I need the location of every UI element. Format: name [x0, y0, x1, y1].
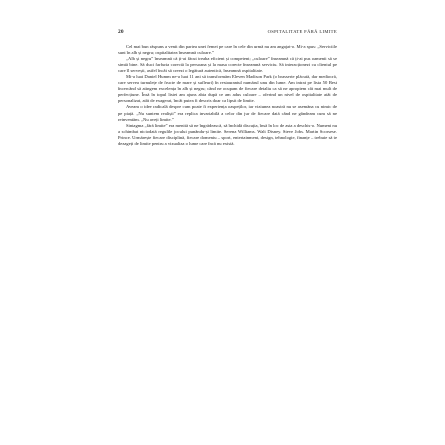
paragraph: Mi-a luat Daniel Humm ne-a luat 11 ani să transformăm Eleven Madison Park (o brasserie plăcută, dar mediocră, care servea turnulețe de fructe de mare și sufleuri) în restaurantul numărul unu din lume. Am intrat pe lista 50 Best încercând să atingem excelența în alb și negru; când ne ocupam de fiecare detaliu ca să ne apropiem cât mai mult de perfecțiune. Însă în topul listei am ajuns abia după ce am adus culoare – oferind un nivel de ospitalitate atât de personalizat, atât de exagerat, încât putea fi descris doar ca lipsit de limite.	[118, 74, 337, 104]
running-title: OSPITALITATE FĂRĂ LIMITE	[267, 29, 337, 34]
paragraph: Aveam o idee radicală despre cum poate fi experiența oaspeților, iar viziunea noastră nu se asemăna cu nimic de pe piață. „Nu suntem realiști” era replica invariabilă a celor din jur de fiecare dată când ne gândeam cum să ne reinventăm. „Nu aveți limite.”	[118, 104, 337, 122]
running-head	[118, 27, 337, 37]
paragraph: „Alb și negru” înseamnă că ți-ai făcut treaba eficient și competent; „culoare” înseamnă că ți-ai pus oamenii să se simtă bine. Să duci farfuria corectă la persoana și la masa corecte înseamnă serviciu. Să interacționezi cu clientul pe care îl servești, astfel încât să creezi o legătură autentică, înseamnă ospitalitate.	[118, 56, 337, 74]
body-text	[118, 44, 337, 147]
paragraph: Cel mai bun răspuns a venit din partea unei femei pe care în cele din urmă nu am angajat-o. Mi-a spus: „Serviciile sunt în alb și negru; ospitalitatea înseamnă culoare.”	[118, 44, 337, 56]
page-number: 20	[118, 29, 124, 35]
paragraph: Sintagma „fără limite” era menită să ne îngrădească, să închidă discuția, însă în loc de asta a deschis-o. Numeni nu a schimbat niciodată regulile jocului punându-și limite. Serena Williams. Walt Disney. Steve Jobs. Martin Scorsese. Prince. Urmărește fiecare disciplină, fiecare domeniu – sport, entertainment, design, tehnologie, finanțe – trebuie să te dezageți de limite pentru a vizualiza o lume care încă nu există.	[118, 122, 337, 146]
